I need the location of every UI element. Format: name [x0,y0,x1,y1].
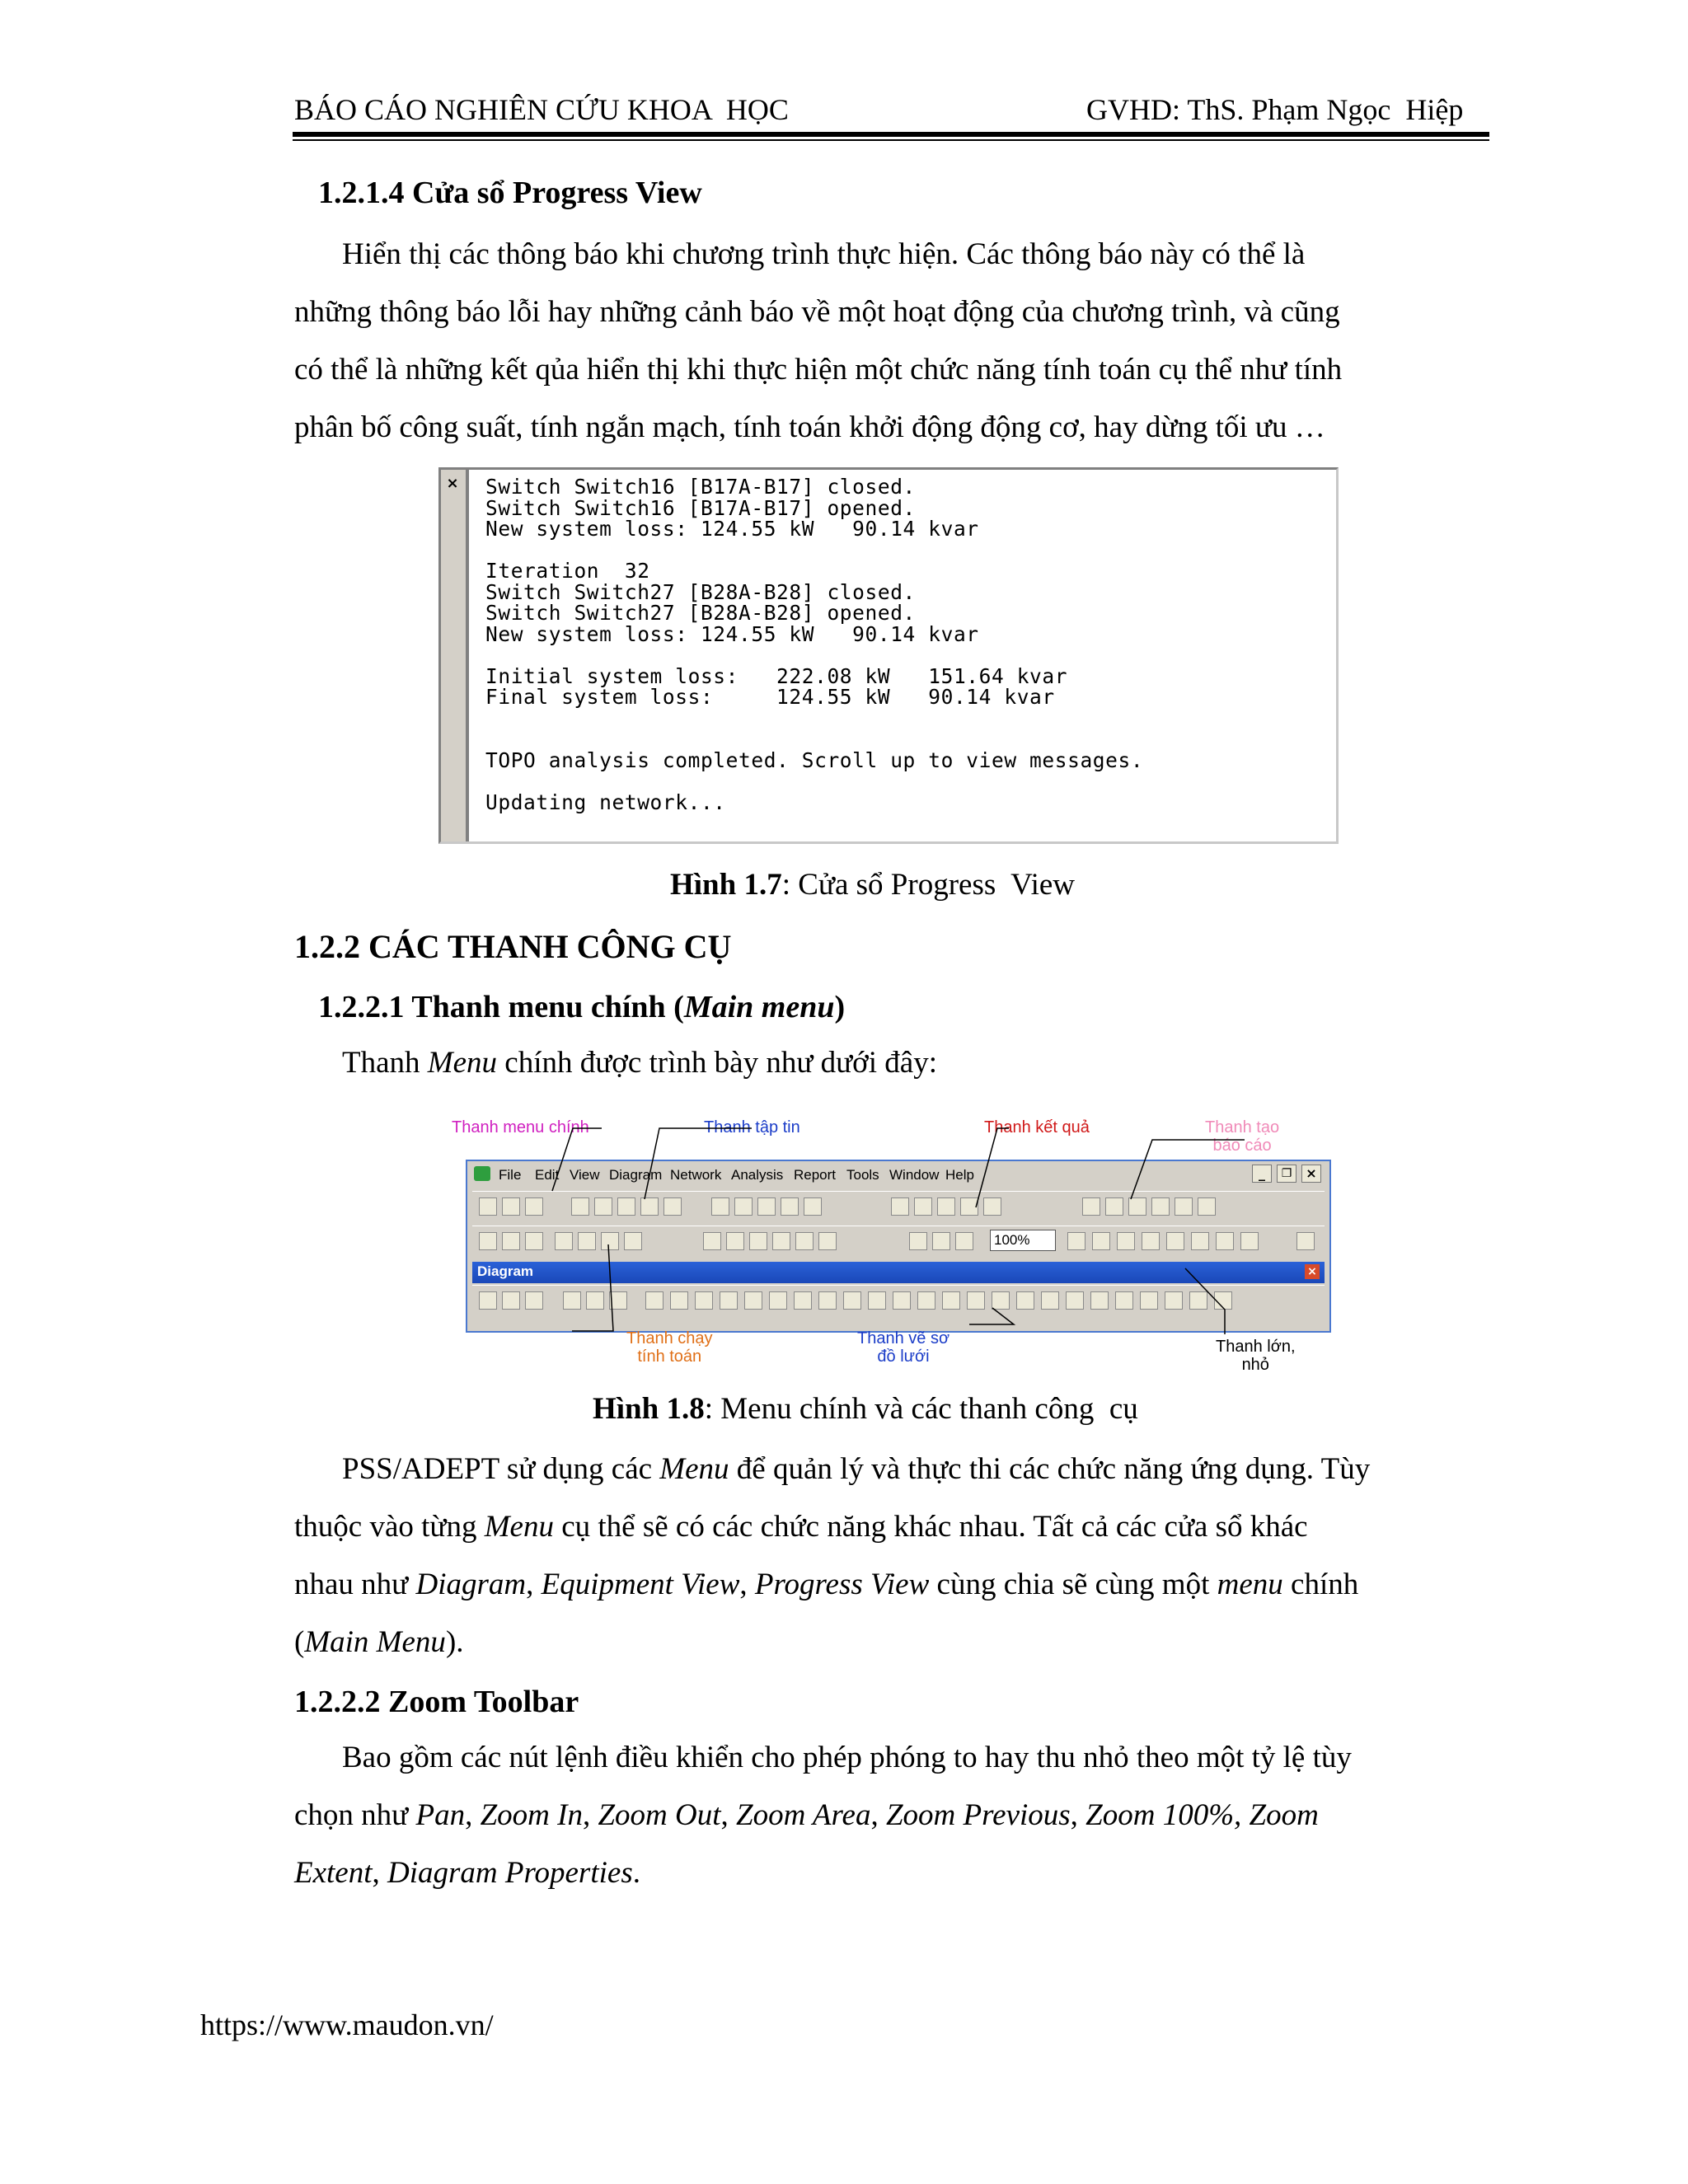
menu-tools[interactable]: Tools [846,1167,879,1183]
para-line: thuộc vào từng Menu cụ thể sẽ có các chức năng khác nhau. Tất cả các cửa sổ khác [294,1510,1308,1544]
diagram-toolbar-title: Diagram [477,1263,534,1279]
menu-analysis[interactable]: Analysis [731,1167,784,1183]
callout-result-bar [976,1128,1009,1207]
note-result-bar: Thanh kết quả [984,1118,1090,1137]
progress-view-window [438,467,1339,844]
pss-paragraph [294,1441,1484,1671]
note-file-bar: Thanh tập tin [704,1118,800,1137]
callout-grid-bar [969,1308,1014,1324]
menu-view[interactable]: View [570,1167,600,1183]
para-line: những thông báo lỗi hay những cảnh báo về một hoạt động của chương trình, và cũng [294,295,1340,329]
restore-button[interactable]: ❐ [1277,1165,1296,1183]
section-1222-heading: 1.2.2.2 Zoom Toolbar [294,1685,579,1719]
zoom-paragraph [294,1729,1484,1902]
callout-main-menu [552,1128,602,1191]
note-main-menu: Thanh menu chính [452,1118,589,1137]
close-button[interactable]: × [1301,1165,1321,1183]
header-rule-thin [293,139,1489,141]
footer-url[interactable]: https://www.maudon.vn/ [200,2008,494,2041]
callout-file-bar [645,1128,752,1199]
section-1214-paragraph [294,226,1484,457]
section-1214-heading: 1.2.1.4 Cửa sổ Progress View [318,176,702,210]
note-report-bar: Thanh tạo báo cáo [1205,1118,1280,1155]
note-grid-bar: Thanh vẽ sơ đồ lưới [857,1329,950,1366]
figure-1-8-caption: Hình 1.8: Menu chính và các thanh công cụ [593,1392,1138,1426]
header-report-title: BÁO CÁO NGHIÊN CỨU KHOA HỌC [294,93,789,126]
menu-window[interactable]: Window [889,1167,940,1183]
callout-lines [429,1108,1368,1380]
para-line: nhau như Diagram, Equipment View, Progress View cùng chia sẽ cùng một menu chính [294,1568,1359,1601]
menu-help[interactable]: Help [945,1167,974,1183]
progress-view-sidebar [441,470,466,841]
section-122-heading: 1.2.2 CÁC THANH CÔNG CỤ [294,928,732,965]
para-line: Bao gồm các nút lệnh điều khiển cho phép phóng to hay thu nhỏ theo một tỷ lệ tùy [342,1741,1352,1774]
zoom-level-select[interactable]: 100% [990,1230,1056,1251]
toolbar-figure [429,1108,1368,1380]
para-line: Extent, Diagram Properties. [294,1856,640,1890]
section-1221-heading: 1.2.2.1 Thanh menu chính (Main menu) [318,990,846,1024]
progress-view-divider [466,470,469,841]
menu-network[interactable]: Network [670,1167,722,1183]
close-icon[interactable]: × [446,475,459,492]
para-line: (Main Menu). [294,1625,464,1659]
para-line: PSS/ADEPT sử dụng các Menu để quản lý và thực thi các chức năng ứng dụng. Tùy [342,1452,1371,1486]
figure-1-7-caption: Hình 1.7: Cửa sổ Progress View [670,868,1075,902]
para-line: Hiển thị các thông báo khi chương trình thực hiện. Các thông báo này có thể là [342,237,1306,271]
para-line: phân bố công suất, tính ngắn mạch, tính toán khởi động động cơ, hay dừng tối ưu … [294,410,1325,444]
note-size-bar: Thanh lớn, nhỏ [1216,1338,1296,1374]
minimize-button[interactable]: _ [1252,1165,1272,1183]
callout-report-bar [1131,1140,1245,1199]
menu-diagram[interactable]: Diagram [609,1167,663,1183]
header-rule-thick [293,132,1489,137]
note-calc-bar: Thanh chạy tính toán [626,1329,713,1366]
callout-size-bar [1185,1268,1225,1334]
diagram-close-icon[interactable]: × [1305,1264,1320,1279]
callout-calc-bar [572,1244,613,1331]
menu-edit[interactable]: Edit [535,1167,560,1183]
header-advisor: GVHD: ThS. Phạm Ngọc Hiệp [1086,93,1464,126]
section-1221-intro: Thanh Menu chính được trình bày như dưới đây: [342,1046,937,1080]
menu-file[interactable]: File [499,1167,522,1183]
para-line: có thể là những kết qủa hiển thị khi thực hiện một chức năng tính toán cụ thể như tính [294,353,1343,387]
para-line: chọn như Pan, Zoom In, Zoom Out, Zoom Area, Zoom Previous, Zoom 100%, Zoom [294,1798,1319,1832]
menu-report[interactable]: Report [794,1167,837,1183]
progress-view-messages: Switch Switch16 [B17A-B17] closed. Switch Switch16 [B17A-B17] opened. New system loss: 124.55 kW 90.14 kvar Iteration 32 Switch Switch27 [B28A-B28] closed. Switch Switch27 [B28A-B28] opened. New system loss: 124.55 kW 90.14 kvar Initial system loss: 222.08 kW 151.64 kvar Final system loss: 124.55 kW 90.14 kvar TOPO analysis completed. Scroll up to view messages. Updating network... [485,475,1144,814]
